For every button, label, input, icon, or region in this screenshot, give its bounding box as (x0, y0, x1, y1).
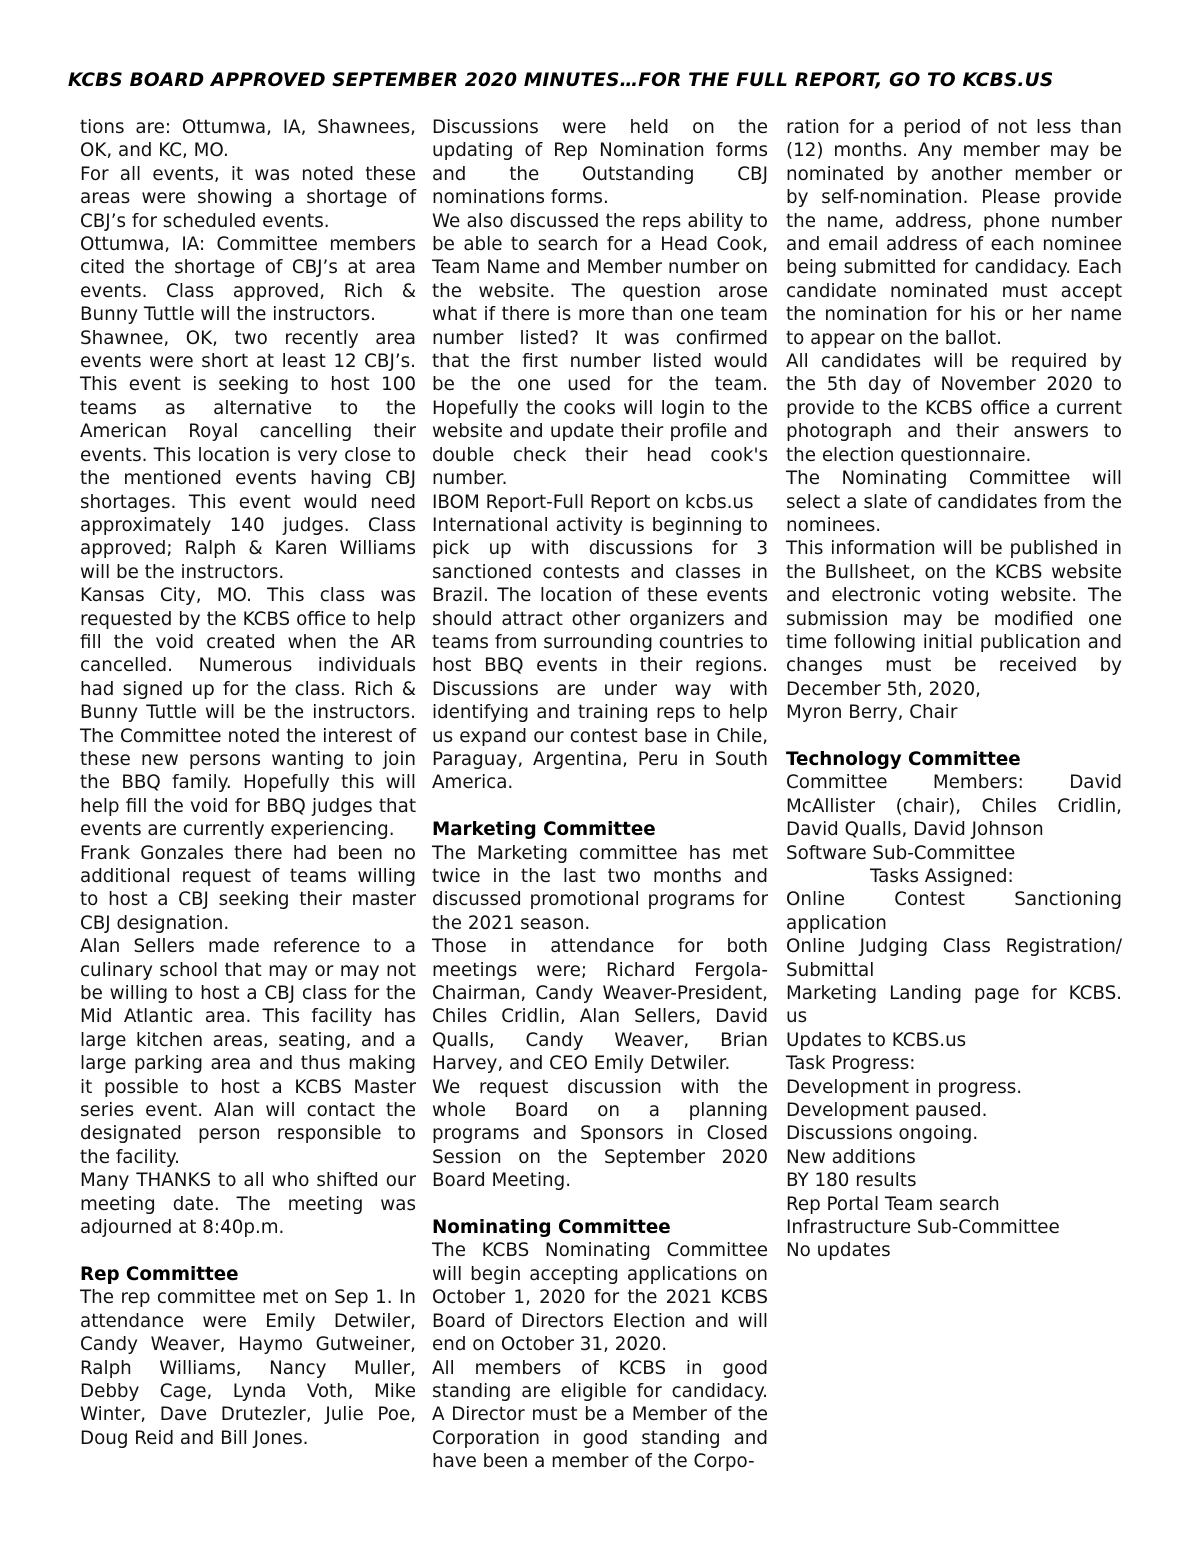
paragraph: All members of KCBS in good standing are eligible for candidacy. A Director must be a Member of the Corporation in good standing and have been a member of the Corpo- (432, 1357, 768, 1473)
paragraph: We request discussion with the whole Board on a planning programs and Sponsors in Closed Session on the September 2020 Board Meeting. (432, 1076, 768, 1192)
paragraph: Those in attendance for both meetings were; Richard Fergola-Chairman, Candy Weaver-President, Chiles Cridlin, Alan Sellers, David Qualls, Candy Weaver, Brian Harvey, and CEO Emily Detwiler. (432, 936, 768, 1075)
list-item: New additions (786, 1146, 916, 1168)
signature-line: Myron Berry, Chair (786, 702, 958, 724)
paragraph: The Nominating Committee will select a slate of candidates from the nominees. (786, 468, 1122, 536)
list-item: Updates to KCBS.us (786, 1029, 967, 1051)
paragraph: Discussions were held on the updating of Rep Nomination forms and the Outstanding CBJ nominations forms. (432, 117, 768, 209)
paragraph: IBOM Report-Full Report on kcbs.us (432, 491, 754, 513)
paragraph: International activity is beginning to pick up with discussions for 3 sanctioned contests and classes in Brazil. The location of these events should attract other organizers and teams from surrounding countries to host BBQ events in their regions. Discussions are under way with identifying and training reps to help us expand our contest base in Chile, Paraguay, Argentina, Peru in South America. (432, 514, 768, 794)
list-item: Discussions ongoing. (786, 1123, 979, 1145)
paragraph: Kansas City, MO. This class was requested by the KCBS office to help fill the void created when the AR cancelled. Numerous individuals had signed up for the class. Rich & Bunny Tuttle will be the instructors. The Committee noted the interest of these new persons wanting to join the BBQ family. Hopefully this will help fill the void for BBQ judges that events are currently experiencing. (80, 585, 416, 841)
list-item: Online Contest Sanctioning application (786, 889, 1122, 934)
list-item: Online Judging Class Registration/ Submittal (786, 936, 1122, 981)
list-item: Development paused. (786, 1100, 988, 1122)
list-item: Rep Portal Team search (786, 1193, 1000, 1215)
paragraph: The Marketing committee has met twice in the last two months and discussed promotional programs for the 2021 season. (432, 842, 768, 934)
list-item: Task Progress: (786, 1053, 916, 1075)
column-left (80, 116, 416, 1450)
list-item: Marketing Landing page for KCBS. us (786, 983, 1122, 1028)
paragraph: The rep committee met on Sep 1. In attendance were Emily Detwiler, Candy Weaver, Haymo Gutweiner, Ralph Williams, Nancy Muller, Debby Cage, Lynda Voth, Mike Winter, Dave Drutezler, Julie Poe, Doug Reid and Bill Jones. (80, 1287, 416, 1449)
section-heading-rep-committee: Rep Committee (80, 1263, 239, 1285)
section-heading-nominating-committee: Nominating Committee (432, 1217, 671, 1239)
paragraph: Alan Sellers made reference to a culinary school that may or may not be willing to host a CBJ class for the Mid Atlantic area. This facility has large kitchen areas, seating, and a large parking area and thus making it possible to host a KCBS Master series event. Alan will contact the designated person responsible to the facility. (80, 936, 416, 1168)
paragraph: This information will be published in the Bullsheet, on the KCBS website and electronic voting website. The submission may be modified one time following initial publication and changes must be received by December 5th, 2020, (786, 538, 1122, 700)
paragraph: All candidates will be required by the 5th day of November 2020 to provide to the KCBS office a current photograph and their answers to the election questionnaire. (786, 351, 1122, 466)
page-header: KCBS BOARD APPROVED SEPTEMBER 2020 MINUTES…FOR THE FULL REPORT, GO TO KCBS.US (68, 70, 1054, 91)
section-heading-marketing-committee: Marketing Committee (432, 819, 656, 841)
paragraph: Ottumwa, IA: Committee members cited the shortage of CBJ’s at area events. Class approved, Rich & Bunny Tuttle will the instructors. (80, 234, 416, 326)
list-item: Tasks Assigned: (870, 865, 1014, 887)
paragraph: For all events, it was noted these areas were showing a shortage of CBJ’s for scheduled events. (80, 163, 416, 232)
paragraph: tions are: Ottumwa, IA, Shawnees, OK, and KC, MO. (80, 117, 416, 162)
list-item: BY 180 results (786, 1170, 917, 1192)
section-heading-technology-committee: Technology Committee (786, 748, 1021, 770)
paragraph: Shawnee, OK, two recently area events were short at least 12 CBJ’s. This event is seeking to host 100 teams as alternative to the American Royal cancelling their events. This location is very close to the mentioned events having CBJ shortages. This event would need approximately 140 judges. Class approved; Ralph & Karen Williams will be the instructors. (80, 327, 416, 583)
list-item: Development in progress. (786, 1076, 1023, 1098)
paragraph: The KCBS Nominating Committee will begin accepting applications on October 1, 2020 for the 2021 KCBS Board of Directors Election and will end on October 31, 2020. (432, 1240, 768, 1356)
paragraph: Many THANKS to all who shifted our meeting date. The meeting was adjourned at 8:40p.m. (80, 1170, 416, 1239)
column-right (786, 116, 1122, 1263)
column-middle (432, 116, 768, 1474)
paragraph: ration for a period of not less than (12) months. Any member may be nominated by another member or by self-nomination. Please provide the name, address, phone number and email address of each nominee being submitted for candidacy. Each candidate nominated must accept the nomination for his or her name to appear on the ballot. (786, 117, 1122, 349)
paragraph: We also discussed the reps ability to be able to search for a Head Cook, Team Name and Member number on the website. The question arose what if there is more than one team number listed? It was confirmed that the first number listed would be the one used for the team. Hopefully the cooks will login to the website and update their profile and double check their head cook's number. (432, 210, 768, 490)
list-item: Software Sub-Committee (786, 842, 1016, 864)
list-item: Infrastructure Sub-Committee (786, 1217, 1060, 1239)
paragraph: Frank Gonzales there had been no additional request of teams willing to host a CBJ seeking their master CBJ designation. (80, 842, 416, 934)
paragraph: Committee Members: David McAllister (chair), Chiles Cridlin, David Qualls, David Johnson (786, 772, 1122, 841)
list-item: No updates (786, 1240, 891, 1262)
